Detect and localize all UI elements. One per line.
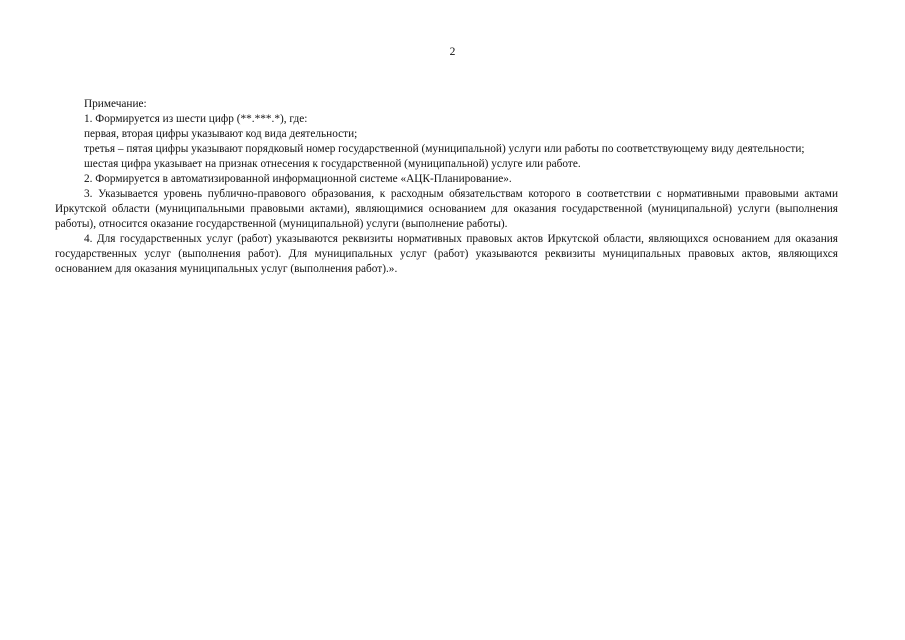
document-body bbox=[55, 97, 838, 277]
note-paragraph-4: шестая цифра указывает на признак отнесения к государственной (муниципальной) услуге или работе. bbox=[84, 158, 581, 170]
note-paragraph-3: третья – пятая цифры указывают порядковый номер государственной (муниципальной) услуги или работы по соответствующему виду деятельности; bbox=[84, 143, 805, 155]
note-paragraph-2: первая, вторая цифры указывают код вида деятельности; bbox=[84, 128, 358, 140]
note-paragraph-1: 1. Формируется из шести цифр (**.***.*), где: bbox=[84, 113, 308, 125]
note-paragraph-6: 3. Указывается уровень публично-правового образования, к расходным обязательствам которого в соответствии с нормативными правовыми актами Иркутской области (муниципальными правовыми актами), являющимися основанием для оказания государственной (муниципальной) услуги (выполнения работы), относится оказание государственной (муниципальной) услуги (выполнение работы). bbox=[55, 188, 838, 230]
note-heading: Примечание: bbox=[84, 98, 147, 110]
note-paragraph-5: 2. Формируется в автоматизированной информационной системе «АЦК-Планирование». bbox=[84, 173, 512, 185]
note-paragraph-7: 4. Для государственных услуг (работ) указываются реквизиты нормативных правовых актов Иркутской области, являющихся основанием для оказания государственных услуг (выполнения работ). Для муниципальных услуг (работ) указываются реквизиты муниципальных правовых актов, являющихся основанием для оказания муниципальных услуг (выполнения работ).». bbox=[55, 233, 838, 275]
page-number: 2 bbox=[449, 46, 456, 58]
